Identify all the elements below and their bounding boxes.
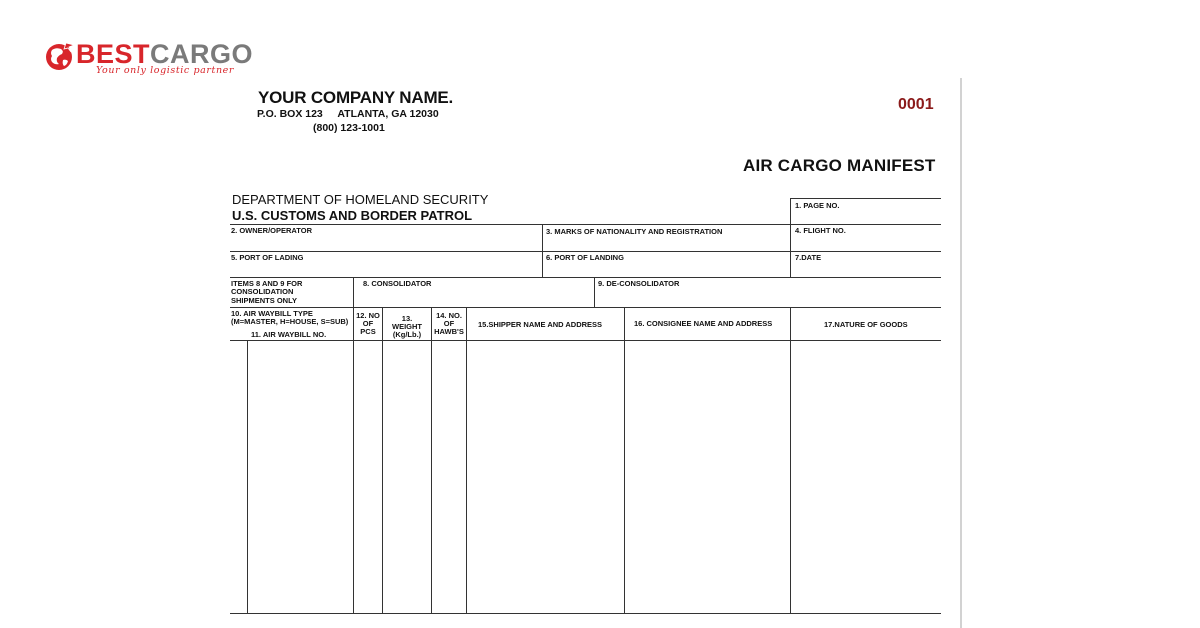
port-lading-label: 5. PORT OF LADING	[231, 253, 304, 262]
line-v-hawbs	[431, 307, 432, 613]
form-number: 0001	[898, 96, 934, 113]
company-phone: (800) 123-1001	[313, 122, 385, 134]
form-title: AIR CARGO MANIFEST	[743, 156, 936, 175]
owner-operator-label: 2. OWNER/OPERATOR	[231, 226, 312, 235]
line-row-4	[230, 307, 941, 308]
line-v-pcs	[353, 307, 354, 613]
agency-name: U.S. CUSTOMS AND BORDER PATROL	[232, 208, 473, 223]
flight-no-label: 4. FLIGHT NO.	[795, 226, 846, 235]
pcs-header: 12. NO OF PCS	[356, 311, 380, 336]
bestcargo-logo	[44, 40, 254, 76]
line-v-awb-type	[247, 340, 248, 613]
company-name: YOUR COMPANY NAME.	[258, 88, 454, 107]
marks-label: 3. MARKS OF NATIONALITY AND REGISTRATION	[546, 227, 723, 236]
line-v-deconsolidator	[594, 277, 595, 307]
line-v-goods	[790, 307, 791, 613]
page-no-label: 1. PAGE NO.	[795, 201, 840, 210]
awb-no-header: 11. AIR WAYBILL NO.	[251, 330, 327, 339]
line-row-3	[230, 277, 941, 278]
company-address: P.O. BOX 123 ATLANTA, GA 12030	[257, 108, 439, 120]
hawbs-header: 14. NO. OF HAWB'S	[434, 311, 464, 336]
line-v-shipper	[466, 307, 467, 613]
weight-header: 13. WEIGHT (Kg/Lb.)	[392, 314, 422, 339]
line-row-2	[230, 251, 941, 252]
line-v-consolidator	[353, 277, 354, 307]
line-table-bottom	[230, 613, 941, 614]
globe-plane-icon	[44, 40, 76, 72]
line-v-consignee	[624, 307, 625, 613]
line-v-weight	[382, 307, 383, 613]
page-edge	[960, 78, 962, 628]
port-landing-label: 6. PORT OF LANDING	[546, 253, 624, 262]
consolidator-label: 8. CONSOLIDATOR	[363, 279, 432, 288]
brand-wordmark: BESTCARGO	[76, 39, 254, 69]
line-header-bottom	[230, 340, 941, 341]
line-page-no-top	[790, 198, 941, 199]
line-v-page-no	[790, 198, 791, 277]
goods-header: 17.NATURE OF GOODS	[824, 320, 908, 329]
consignee-header: 16. CONSIGNEE NAME AND ADDRESS	[634, 319, 773, 328]
brand-tagline: Your only logistic partner	[96, 65, 235, 76]
department-name: DEPARTMENT OF HOMELAND SECURITY	[232, 192, 489, 207]
shipper-header: 15.SHIPPER NAME AND ADDRESS	[478, 320, 603, 329]
date-label: 7.DATE	[795, 253, 822, 262]
line-row-1	[230, 224, 941, 225]
deconsolidator-label: 9. DE-CONSOLIDATOR	[598, 279, 680, 288]
consolidation-items-label: ITEMS 8 AND 9 FOR CONSOLIDATION SHIPMENTS ONLY	[231, 279, 303, 305]
line-v-marks	[542, 224, 543, 277]
awb-type-header: 10. AIR WAYBILL TYPE (M=MASTER, H=HOUSE, S=SUB)	[231, 309, 349, 326]
